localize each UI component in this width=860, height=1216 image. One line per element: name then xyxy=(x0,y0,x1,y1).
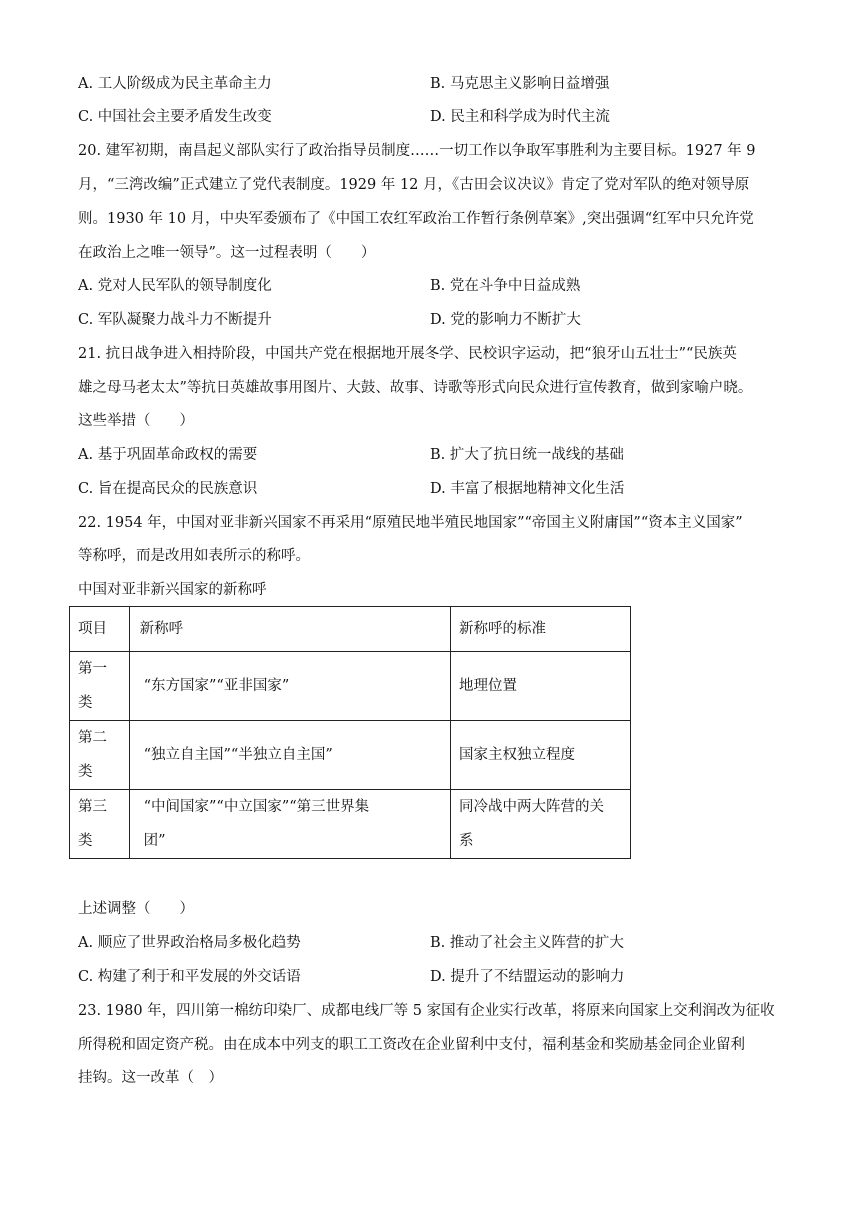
cell-line: 系 xyxy=(459,833,474,849)
q21-option-b[interactable]: B. 扩大了抗日统一战线的基础 xyxy=(430,447,624,463)
cell-line: “中间国家”“中立国家”“第三世界集 xyxy=(143,799,370,815)
q21-stem-line-2: 雄之母马老太太”等抗日英雄故事用图片、大鼓、故事、诗歌等形式向民众进行宣传教育，做到家喻户晓。 xyxy=(78,380,753,396)
table-caption: 中国对亚非新兴国家的新称呼 xyxy=(78,582,267,598)
q20-option-a[interactable]: A. 党对人民军队的领导制度化 xyxy=(78,278,272,294)
q22-stem-end: 上述调整（ ） xyxy=(78,901,194,917)
q21-option-a[interactable]: A. 基于巩固革命政权的需要 xyxy=(78,447,258,463)
cell-line: 同冷战中两大阵营的关 xyxy=(459,799,605,815)
table-cell-names: “东方国家”“亚非国家” xyxy=(129,652,450,721)
table-row xyxy=(70,721,631,790)
q22-stem-line-1: 22. 1954 年，中国对亚非新兴国家不再采用“原殖民地半殖民地国家”“帝国主义附庸国”“资本主义国家” xyxy=(78,515,743,531)
q22-option-b[interactable]: B. 推动了社会主义阵营的扩大 xyxy=(430,935,624,951)
cell-line: 第一 xyxy=(78,661,107,677)
q20-stem-line-1: 20. 建军初期，南昌起义部队实行了政治指导员制度……一切工作以争取军事胜利为主要目标。1927 年 9 xyxy=(78,143,756,159)
cell-line: 类 xyxy=(78,833,93,849)
names-table xyxy=(69,606,631,859)
q20-stem-line-2: 月，“三湾改编”正式建立了党代表制度。1929 年 12 月，《古田会议决议》肯定了党对军队的绝对领导原 xyxy=(78,177,750,193)
q21-stem-line-3: 这些举措（ ） xyxy=(78,413,194,429)
cell-line: 第三 xyxy=(78,799,107,815)
q21-stem-line-1: 21. 抗日战争进入相持阶段，中国共产党在根据地开展冬学、民校识字运动，把“狼牙山五壮士”“民族英 xyxy=(78,346,737,362)
q23-stem-line-3: 挂钩。这一改革（ ） xyxy=(78,1070,223,1086)
table-header-cell: 项目 xyxy=(70,607,130,652)
table-cell-names xyxy=(129,790,450,859)
table-cell-criterion: 国家主权独立程度 xyxy=(451,721,631,790)
table-header-row xyxy=(70,607,631,652)
table-header-cell: 新称呼 xyxy=(129,607,450,652)
q19-option-b[interactable]: B. 马克思主义影响日益增强 xyxy=(430,76,610,92)
q20-option-b[interactable]: B. 党在斗争中日益成熟 xyxy=(430,278,581,294)
table-cell-criterion: 地理位置 xyxy=(451,652,631,721)
q20-option-d[interactable]: D. 党的影响力不断扩大 xyxy=(430,312,581,328)
q21-option-d[interactable]: D. 丰富了根据地精神文化生活 xyxy=(430,481,625,497)
q22-option-d[interactable]: D. 提升了不结盟运动的影响力 xyxy=(430,969,625,985)
table-cell-item xyxy=(70,652,130,721)
table-row xyxy=(70,790,631,859)
table-header-cell: 新称呼的标准 xyxy=(451,607,631,652)
q22-stem-line-2: 等称呼，而是改用如表所示的称呼。 xyxy=(78,548,310,564)
q20-stem-line-3: 则。1930 年 10 月，中央军委颁布了《中国工农红军政治工作暂行条例草案》,突出强调“红军中只允许党 xyxy=(78,211,754,227)
cell-line: 类 xyxy=(78,764,93,780)
table-cell-item xyxy=(70,790,130,859)
q19-option-c[interactable]: C. 中国社会主要矛盾发生改变 xyxy=(78,109,272,125)
table-cell-names: “独立自主国”“半独立自主国” xyxy=(129,721,450,790)
table-cell-criterion xyxy=(451,790,631,859)
q20-stem-line-4: 在政治上之唯一领导”。这一过程表明（ ） xyxy=(78,245,376,261)
table-cell-item xyxy=(70,721,130,790)
q20-option-c[interactable]: C. 军队凝聚力战斗力不断提升 xyxy=(78,312,272,328)
q23-stem-line-1: 23. 1980 年，四川第一棉纺印染厂、成都电线厂等 5 家国有企业实行改革，将原来向国家上交利润改为征收 xyxy=(78,1003,775,1019)
cell-line: 团” xyxy=(143,833,166,849)
q19-option-a[interactable]: A. 工人阶级成为民主革命主力 xyxy=(78,76,272,92)
q22-option-c[interactable]: C. 构建了利于和平发展的外交话语 xyxy=(78,969,301,985)
q23-stem-line-2: 所得税和固定资产税。由在成本中列支的职工工资改在企业留利中支付，福利基金和奖励基金同企业留利 xyxy=(78,1037,745,1053)
q19-option-d[interactable]: D. 民主和科学成为时代主流 xyxy=(430,109,610,125)
cell-line: 类 xyxy=(78,695,93,711)
q22-option-a[interactable]: A. 顺应了世界政治格局多极化趋势 xyxy=(78,935,301,951)
table-row xyxy=(70,652,631,721)
cell-line: 第二 xyxy=(78,730,107,746)
q21-option-c[interactable]: C. 旨在提高民众的民族意识 xyxy=(78,481,258,497)
